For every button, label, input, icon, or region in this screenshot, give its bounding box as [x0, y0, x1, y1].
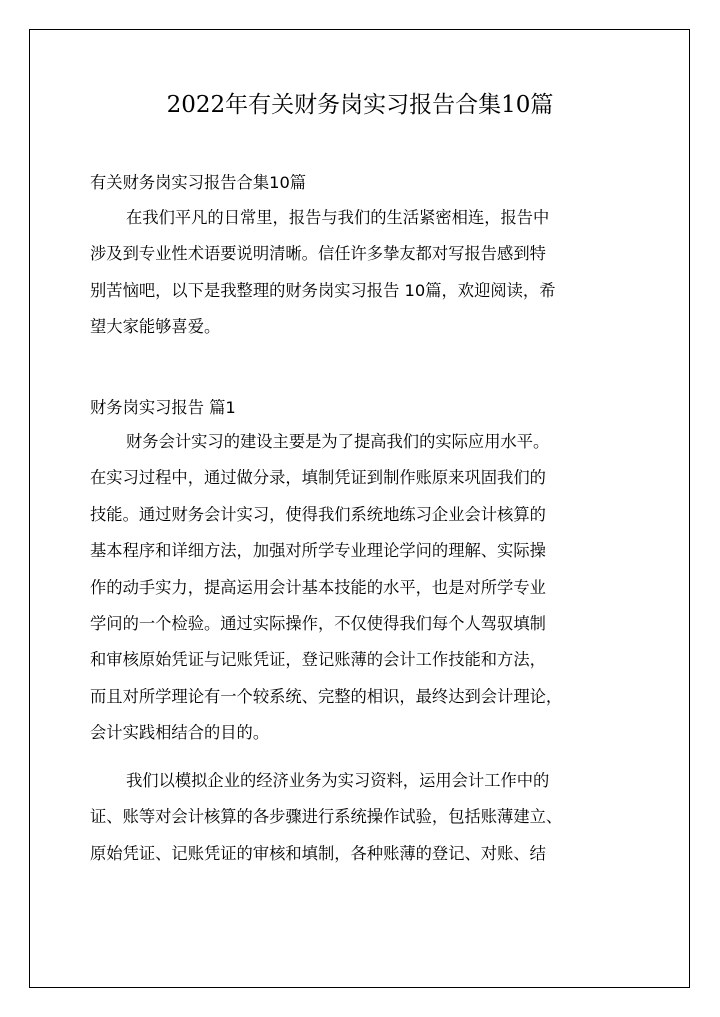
- paragraph-line: 会计实践相结合的目的。: [90, 723, 270, 743]
- intro-line: 望大家能够喜爱。: [90, 317, 221, 337]
- paragraph-line: 原始凭证、记账凭证的审核和填制，各种账薄的登记、对账、结: [90, 843, 546, 863]
- body-paragraph-1: [90, 424, 635, 752]
- document-title: 2022年有关财务岗实习报告合集10篇: [166, 92, 554, 118]
- paragraph-line: 而且对所学理论有一个较系统、完整的相识，最终达到会计理论，: [90, 686, 563, 706]
- intro-paragraph: [90, 200, 635, 346]
- paragraph-line: 学问的一个检验。通过实际操作，不仅使得我们每个人驾驭填制: [90, 614, 546, 634]
- paragraph-line: 在实习过程中，通过做分录，填制凭证到制作账原来巩固我们的: [90, 468, 546, 488]
- paragraph-line: 和审核原始凭证与记账凭证，登记账薄的会计工作技能和方法，: [90, 650, 546, 670]
- paragraph-line: 基本程序和详细方法，加强对所学专业理论学问的理解、实际操: [90, 541, 546, 561]
- intro-line: 别苦恼吧，以下是我整理的财务岗实习报告 10篇，欢迎阅读，希: [90, 280, 556, 300]
- intro-line: 涉及到专业性术语要说明清晰。信任许多挚友都对写报告感到特: [90, 244, 546, 264]
- paragraph-line: 证、账等对会计核算的各步骤进行系统操作试验，包括账薄建立、: [90, 807, 563, 827]
- document-subtitle: 有关财务岗实习报告合集10篇: [90, 173, 307, 192]
- intro-line: 在我们平凡的日常里，报告与我们的生活紧密相连，报告中: [126, 208, 550, 227]
- body-paragraph-2: [90, 763, 635, 872]
- section-heading: 财务岗实习报告 篇1: [90, 398, 236, 417]
- paragraph-line: 技能。通过财务会计实习，使得我们系统地练习企业会计核算的: [90, 504, 546, 524]
- paragraph-line: 我们以模拟企业的经济业务为实习资料，运用会计工作中的: [126, 771, 550, 790]
- paragraph-line: 作的动手实力，提高运用会计基本技能的水平，也是对所学专业: [90, 577, 546, 597]
- paragraph-line: 财务会计实习的建设主要是为了提高我们的实际应用水平。: [126, 432, 550, 451]
